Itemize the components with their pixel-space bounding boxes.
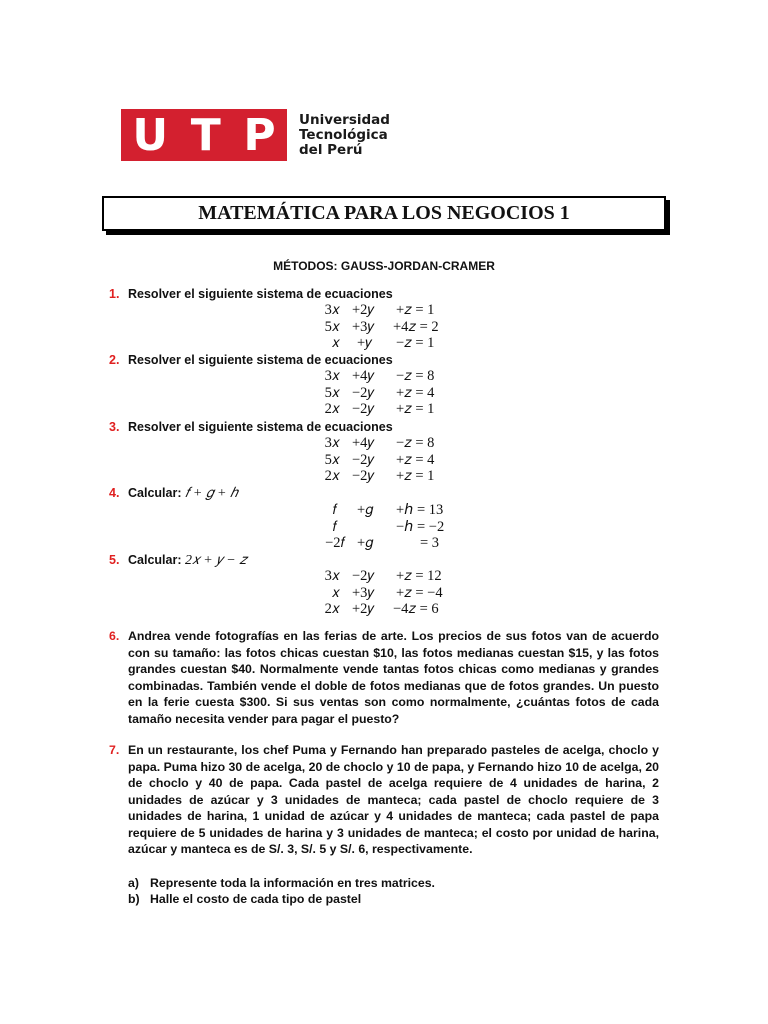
eq-term-3: +𝑧 = 4 <box>396 451 435 468</box>
equation-row <box>300 502 450 518</box>
eq-term-1: 5𝑥 <box>324 384 340 401</box>
equation-row <box>300 468 450 484</box>
sub-item-text: Halle el costo de cada tipo de pastel <box>150 892 362 906</box>
logo-letter-p: P <box>243 109 276 161</box>
equation-row <box>300 368 450 384</box>
question-text: Resolver el siguiente sistema de ecuaciones <box>128 287 393 301</box>
equation-row <box>300 601 450 617</box>
equation-row <box>300 452 450 468</box>
eq-term-2: +3𝑦 <box>352 584 375 601</box>
eq-term-1: 𝑓 <box>332 502 337 518</box>
logo-line-2: Tecnológica <box>299 126 388 143</box>
eq-term-3: +𝑧 = 4 <box>396 384 435 401</box>
eq-term-2: −2𝑦 <box>352 468 375 484</box>
question-number: 4. <box>109 486 120 500</box>
eq-term-1: 𝑥 <box>331 335 340 351</box>
question-4 <box>109 485 238 503</box>
eq-term-1: 3𝑥 <box>324 568 340 584</box>
question-1 <box>109 286 393 303</box>
eq-term-2: +4𝑦 <box>352 435 375 451</box>
sub-item-b <box>128 892 361 906</box>
eq-term-3: −𝑧 = 8 <box>396 368 435 384</box>
equation-row <box>300 335 450 351</box>
page-title: MATEMÁTICA PARA LOS NEGOCIOS 1 <box>198 202 570 224</box>
logo-line-3: del Perú <box>299 141 363 158</box>
eq-term-3: +𝑧 = 1 <box>396 401 435 417</box>
question-3 <box>109 419 393 436</box>
eq-term-2: +𝑔 <box>357 535 374 551</box>
logo-letter-t: T <box>190 109 221 161</box>
sub-item-a <box>128 876 435 890</box>
eq-term-2: +2𝑦 <box>352 302 375 318</box>
question-number: 3. <box>109 420 120 434</box>
question-5 <box>109 552 247 570</box>
sub-item-text: Represente toda la información en tres matrices. <box>150 876 435 890</box>
eq-term-1: 2𝑥 <box>324 401 340 417</box>
question-text: Calcular: <box>128 486 185 500</box>
eq-term-3: −ℎ = −2 <box>396 518 445 535</box>
problem-7 <box>109 742 659 858</box>
problem-number: 7. <box>109 743 120 757</box>
question-2 <box>109 352 393 369</box>
eq-term-3: +ℎ = 13 <box>396 502 444 518</box>
logo-letter-u: U <box>132 109 169 161</box>
eq-term-1: 5𝑥 <box>324 451 340 468</box>
eq-term-2: +𝑔 <box>357 502 374 518</box>
equation-row <box>300 319 450 335</box>
eq-term-1: 2𝑥 <box>324 601 340 617</box>
logo-line-1: Universidad <box>299 111 390 128</box>
eq-term-3: −4𝑧 = 6 <box>393 601 439 617</box>
logo-wordmark <box>299 113 390 158</box>
question-number: 5. <box>109 553 120 567</box>
equation-row <box>300 568 450 584</box>
eq-term-1: 3𝑥 <box>324 368 340 384</box>
utp-logo-mark <box>121 109 287 161</box>
eq-term-2: +𝑦 <box>357 335 372 351</box>
eq-term-1: 𝑥 <box>331 584 340 601</box>
equation-row <box>300 302 450 318</box>
sub-item-label: b) <box>128 892 140 906</box>
problem-6 <box>109 628 659 727</box>
eq-term-3: = 3 <box>420 535 440 551</box>
question-math: 2𝑥 + 𝑦 − 𝑧 <box>184 553 247 568</box>
eq-term-1: 3𝑥 <box>324 302 340 318</box>
eq-term-2: −2𝑦 <box>352 384 375 401</box>
question-text: Resolver el siguiente sistema de ecuaciones <box>128 420 393 434</box>
problem-text: En un restaurante, los chef Puma y Fernando han preparado pasteles de acelga, choclo y papa. Puma hizo 30 de acelga, 20 de choclo y 10 de papa, y Fernando hizo 10 de acelga, 20 de choclo y 40 de papa. Cada pastel de acelga requiere de 4 unidades de harina, 2 unidades de azúcar y 3 unidades de manteca; cada pastel de choclo requiere de 3 unidades de harina, 1 unidad de azúcar y 4 unidades de manteca; cada pastel de papa requiere de 5 unidades de harina y 3 unidades de manteca; el costo por unidad de harina, azúcar y manteca es de S/. 3, S/. 5 y S/. 6, respectivamente. <box>128 743 659 856</box>
eq-term-2: +4𝑦 <box>352 368 375 384</box>
question-math: 𝑓 + 𝑔 + ℎ <box>184 486 238 501</box>
equation-row <box>300 535 450 551</box>
eq-term-2: −2𝑦 <box>352 568 375 584</box>
eq-term-3: −𝑧 = 1 <box>396 335 435 351</box>
eq-term-1: 𝑓 <box>332 518 337 535</box>
question-text: Calcular: <box>128 553 185 567</box>
problem-number: 6. <box>109 629 120 643</box>
question-number: 1. <box>109 287 120 301</box>
equation-row <box>300 385 450 401</box>
question-text: Resolver el siguiente sistema de ecuaciones <box>128 353 393 367</box>
eq-term-2: −2𝑦 <box>352 451 375 468</box>
eq-term-3: +𝑧 = 1 <box>396 468 435 484</box>
sub-item-label: a) <box>128 876 139 890</box>
eq-term-1: 5𝑥 <box>324 318 340 335</box>
equation-row <box>300 435 450 451</box>
eq-term-2: +3𝑦 <box>352 318 375 335</box>
page-subtitle: MÉTODOS: GAUSS-JORDAN-CRAMER <box>273 259 495 273</box>
eq-term-3: +𝑧 = −4 <box>396 584 443 601</box>
eq-term-2: −2𝑦 <box>352 401 375 417</box>
eq-term-3: +𝑧 = 1 <box>396 302 435 318</box>
eq-term-3: −𝑧 = 8 <box>396 435 435 451</box>
equation-row <box>300 519 450 535</box>
question-number: 2. <box>109 353 120 367</box>
eq-term-3: +4𝑧 = 2 <box>393 318 439 335</box>
eq-term-1: 2𝑥 <box>324 468 340 484</box>
eq-term-3: +𝑧 = 12 <box>396 568 442 584</box>
eq-term-1: −2𝑓 <box>325 535 345 551</box>
equation-row <box>300 401 450 417</box>
eq-term-2: +2𝑦 <box>352 601 375 617</box>
equation-row <box>300 585 450 601</box>
eq-term-1: 3𝑥 <box>324 435 340 451</box>
title-box <box>102 196 666 231</box>
utp-logo <box>121 109 390 161</box>
problem-text: Andrea vende fotografías en las ferias de arte. Los precios de sus fotos van de acuerdo con su tamaño: las fotos chicas cuestan $10, las fotos medianas cuestan $15, y las fotos grandes cuestan $40. Normalmente vende tantas fotos chicas como medianas y grandes combinadas. También vende el doble de fotos medianas que de fotos grandes. Un puesto en la ferie cuesta $300. Si sus ventas son como normalmente, ¿cuántas fotos de cada tamaño necesita vender para pagar el puesto? <box>128 629 659 726</box>
